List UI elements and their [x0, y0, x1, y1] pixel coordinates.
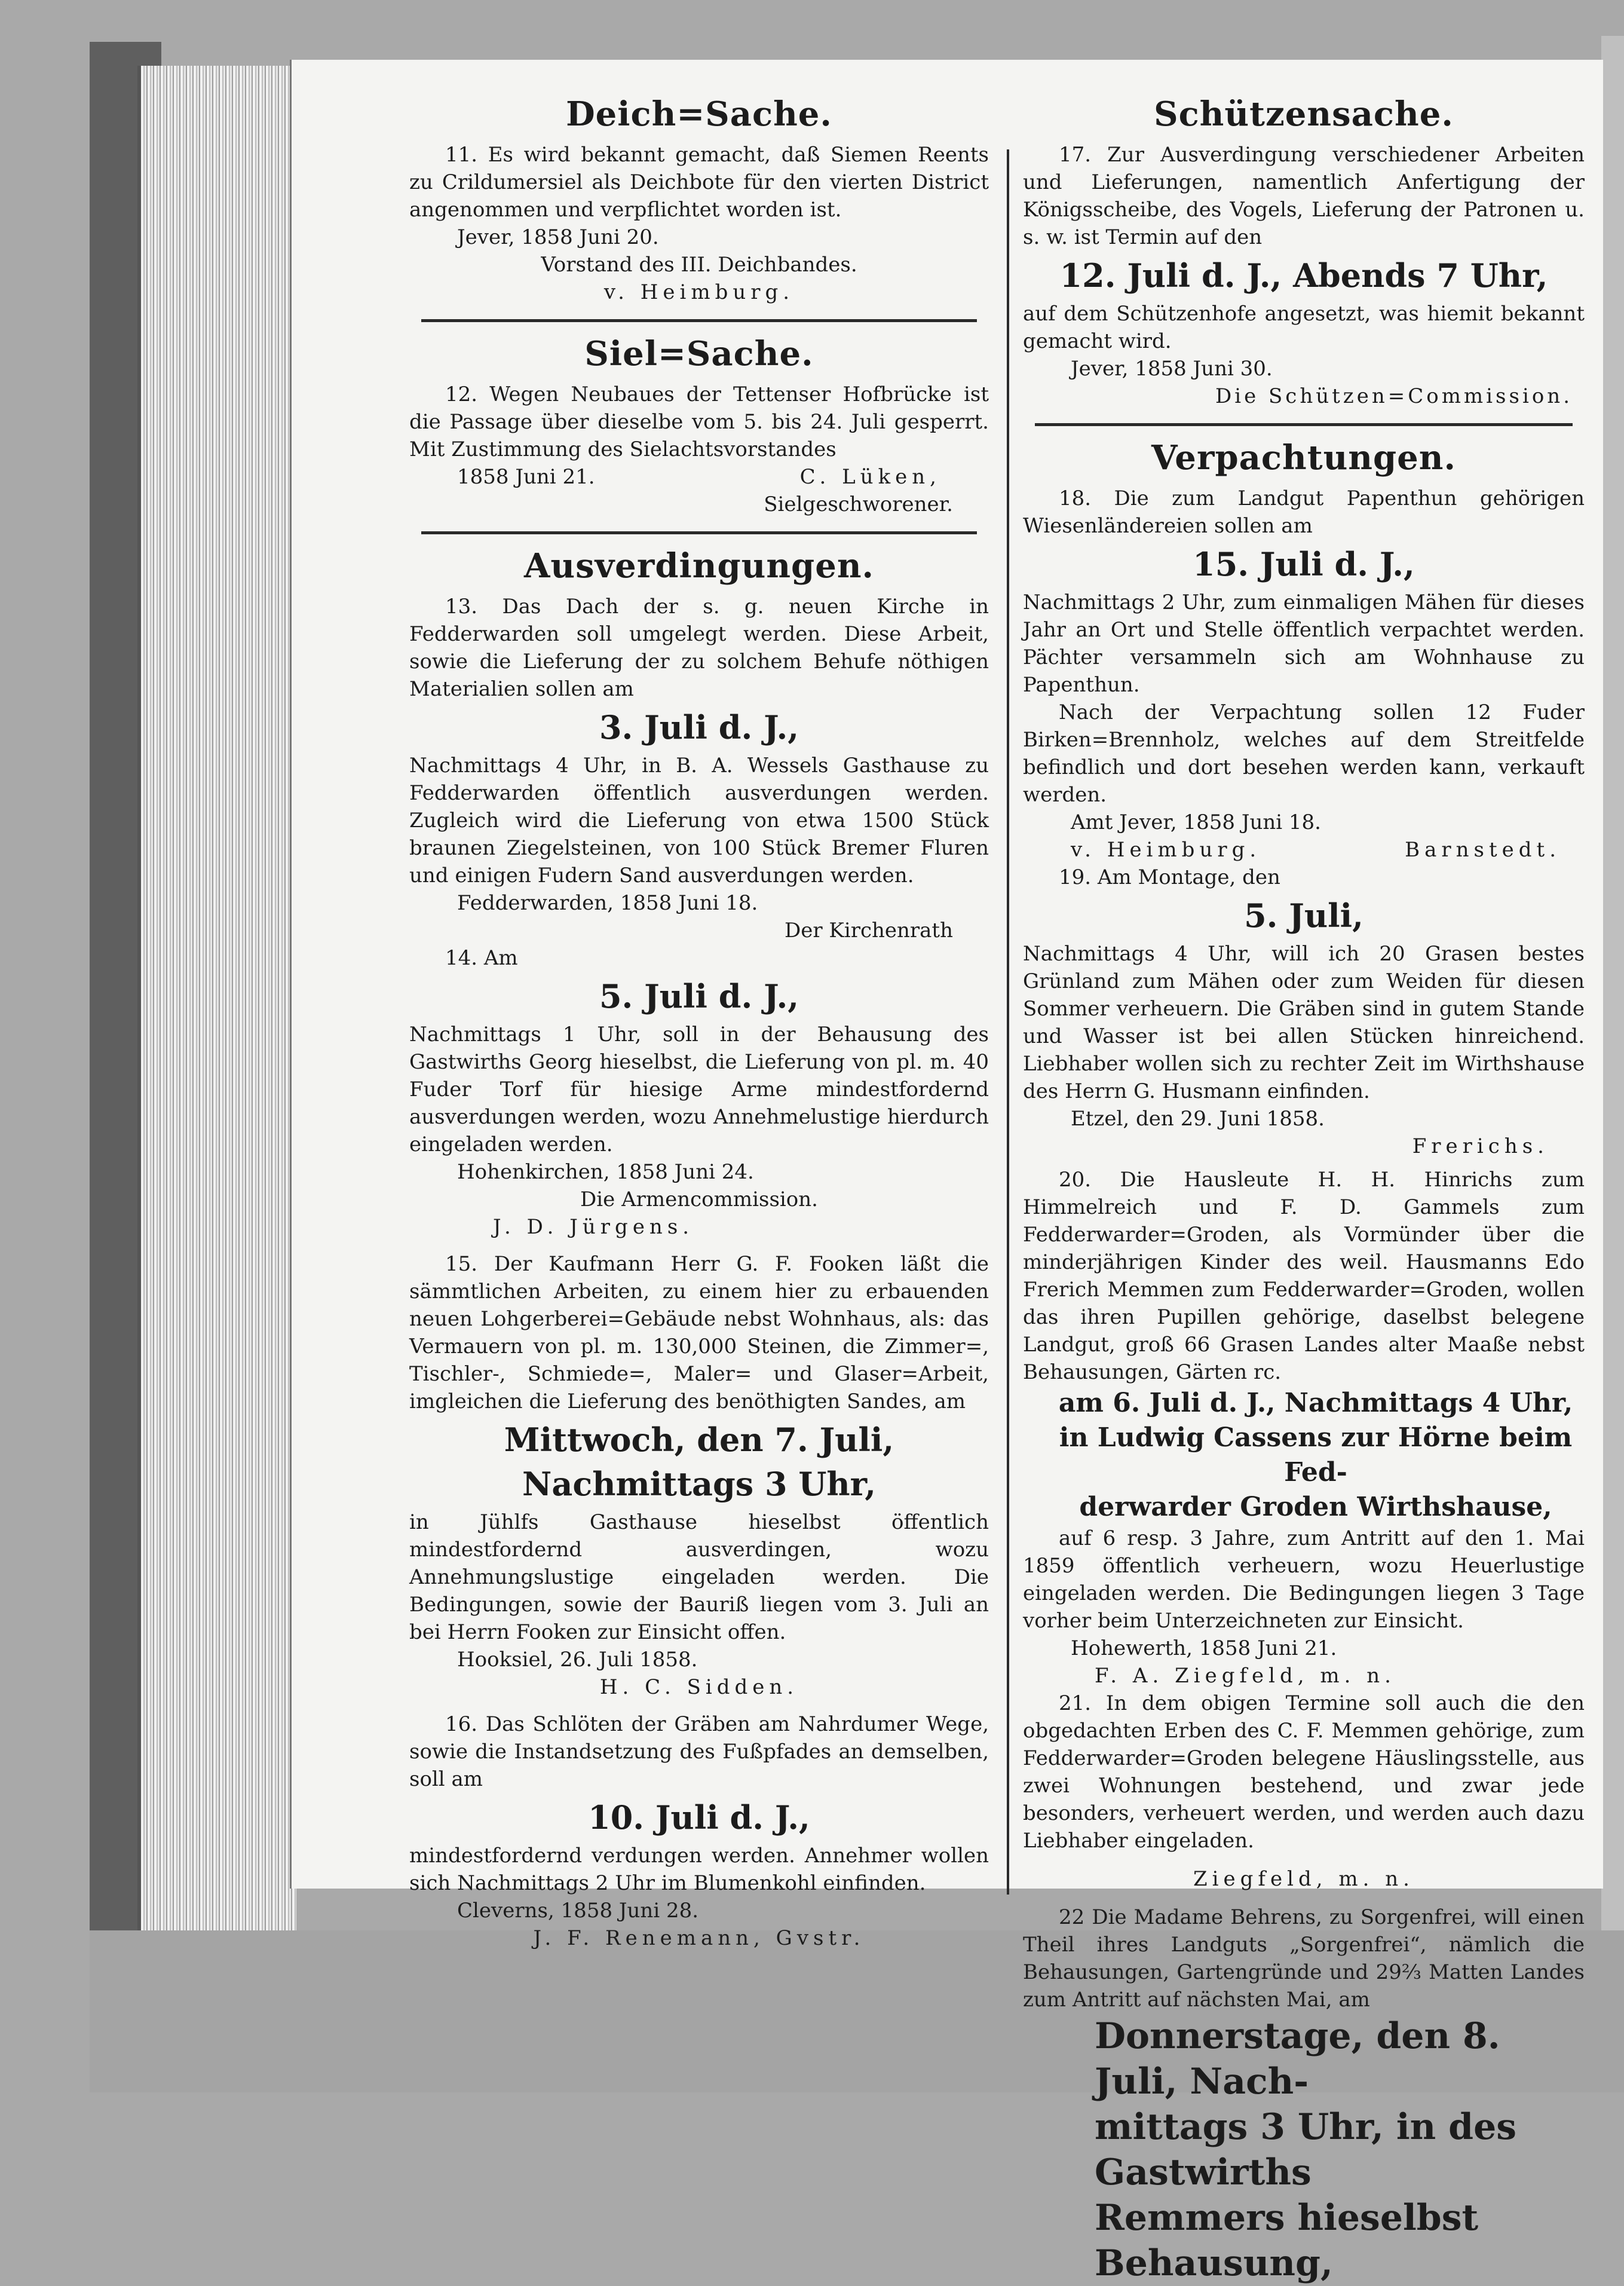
notice-13: 13. Das Dach der s. g. neuen Kirche in Fedderwarden soll umgelegt werden. Diese Arbeit, sowie die Lieferung der zu solchem Behufe nöthigen Materialien sollen am: [409, 595, 989, 701]
notice-16-body: mindestfordernd verdungen werden. Annehmer wollen sich Nachmittags 2 Uhr im Blumenkohl einfinden.: [409, 1844, 989, 1895]
section-rule: [421, 531, 977, 534]
left-column: [409, 90, 989, 1952]
notice-18: 18. Die zum Landgut Papenthun gehörigen Wiesenländereien sollen am: [1023, 486, 1585, 538]
notice-16-date: Cleverns, 1858 Juni 28.: [457, 1899, 699, 1923]
notice-12-signature: C. Lüken,: [799, 465, 941, 489]
notice-22-highlight-2: mittags 3 Uhr, in des Gastwirths: [1095, 2106, 1517, 2193]
notice-18-signatures: [1023, 836, 1585, 864]
notice-19-body: Nachmittags 4 Uhr, will ich 20 Grasen bestes Grünland zum Mähen oder zum Weiden für diesen Sommer verheuern. Die Gräben sind in gutem Stande und Wasser ist bei allen Stücken hinreichend. Liebhaber wollen sich zu rechter Zeit im Wirthshause des Herrn G. Husmann einfinden.: [1023, 942, 1585, 1103]
notice-15-date: Hooksiel, 26. Juli 1858.: [457, 1648, 698, 1672]
heading-verpachtungen: Verpachtungen.: [1151, 438, 1456, 478]
notice-22: 22 Die Madame Behrens, zu Sorgenfrei, will einen Theil ihres Landguts „Sorgenfrei“, nämlich die Behausungen, Gartengründe und 29⅔ Matten Landes zum Antritt auf nächsten Mai, am: [1023, 1905, 1585, 2012]
notice-15: 15. Der Kaufmann Herr G. F. Fooken läßt die sämmtlichen Arbeiten, zu einem hier zu erbauenden neuen Lohgerberei=Gebäude nebst Wohnhaus, als: das Vermauern von pl. m. 130,000 Steinen, die Zimmer=, Tischler-, Schmiede=, Maler= und Glaser=Arbeit, imgleichen die Lieferung des benöthigten Sandes, am: [409, 1252, 989, 1413]
notice-17-date-highlight: 12. Juli d. J., Abends 7 Uhr,: [1059, 256, 1548, 295]
notice-18-date-highlight: 15. Juli d. J.,: [1193, 545, 1415, 583]
notice-17: 17. Zur Ausverdingung verschiedener Arbeiten und Lieferungen, namentlich Anfertigung der Königsscheibe, des Vogels, Lieferung der Patronen u. s. w. ist Termin auf den: [1023, 143, 1585, 249]
notice-20-signature: F. A. Ziegfeld, m. n.: [1095, 1664, 1396, 1688]
right-column: [1023, 90, 1585, 2286]
notice-22-highlight-3: Remmers hieselbst Behausung,: [1095, 2197, 1479, 2284]
notice-14-date: Hohenkirchen, 1858 Juni 24.: [457, 1160, 754, 1184]
notice-12-title: Sielgeschworener.: [764, 492, 953, 516]
notice-18-signature-2: Barnstedt.: [1405, 838, 1561, 862]
facing-page-edge: [1601, 36, 1624, 2008]
notice-20-date-highlight: am 6. Juli d. J., Nachmittags 4 Uhr,: [1058, 1388, 1573, 1418]
page-stack-edges: [137, 66, 296, 1930]
notice-13-signature: Der Kirchenrath: [784, 919, 953, 942]
notice-14-body: Nachmittags 1 Uhr, soll in der Behausung des Gastwirths Georg hieselbst, die Lieferung von pl. m. 40 Fuder Torf für hiesige Arme mindestfordernd ausverdungen werden, wozu Annehmelustige hierdurch eingeladen werden.: [409, 1023, 989, 1156]
notice-12-date: 1858 Juni 21.: [457, 465, 595, 489]
notice-15-day-highlight: Mittwoch, den 7. Juli,: [504, 1421, 894, 1459]
notice-19: 19. Am Montage, den: [1059, 865, 1280, 889]
notice-13-date-highlight: 3. Juli d. J.,: [599, 708, 799, 746]
notice-19-date-highlight: 5. Juli,: [1244, 896, 1363, 935]
notice-12-dateline: [409, 463, 989, 491]
notice-11-signature-name: v. Heimburg.: [603, 280, 795, 304]
heading-siel-sache: Siel=Sache.: [584, 334, 814, 374]
notice-18-date: Amt Jever, 1858 Juni 18.: [1071, 810, 1321, 834]
notice-17-body: auf dem Schützenhofe angesetzt, was hiemit bekannt gemacht wird.: [1023, 302, 1585, 353]
notice-14: 14. Am: [445, 946, 518, 970]
notice-17-signature: Die Schützen=Commission.: [1215, 384, 1573, 408]
notice-16-signature: J. F. Renemann, Gvstr.: [533, 1926, 865, 1950]
heading-ausverdingungen: Ausverdingungen.: [523, 546, 875, 586]
notice-14-signature: Die Armencommission.: [580, 1188, 818, 1211]
notice-14-signature-name: J. D. Jürgens.: [493, 1215, 694, 1239]
heading-deich-sache: Deich=Sache.: [566, 94, 832, 134]
notice-20: 20. Die Hausleute H. H. Hinrichs zum Himmelreich und F. D. Gammels zum Fedderwarder=Groden, als Vormünder über die minderjährigen Kinder des weil. Hausmanns Edo Frerich Memmen zum Fedderwarder=Groden, wollen das ihren Pupillen gehörige, daselbst belegene Landgut, groß 66 Grasen Landes alter Maaße nebst Behausungen, Gärten rc.: [1023, 1168, 1585, 1384]
notice-20-place-highlight-2: derwarder Groden Wirthshause,: [1079, 1492, 1552, 1522]
notice-14-date-highlight: 5. Juli d. J.,: [599, 977, 799, 1015]
heading-schuetzensache: Schützensache.: [1154, 94, 1454, 134]
notice-16: 16. Das Schlöten der Gräben am Nahrdumer Wege, sowie die Instandsetzung des Fußpfades an demselben, soll am: [409, 1712, 989, 1791]
section-rule: [421, 319, 977, 322]
notice-22-highlight-1: Donnerstage, den 8. Juli, Nach-: [1095, 2015, 1500, 2103]
notice-18-body: Nachmittags 2 Uhr, zum einmaligen Mähen für dieses Jahr an Ort und Stelle öffentlich verpachtet werden. Pächter versammeln sich am Wohnhause zu Papenthun.: [1023, 590, 1585, 697]
notice-17-date: Jever, 1858 Juni 30.: [1071, 357, 1273, 381]
notice-13-body: Nachmittags 4 Uhr, in B. A. Wessels Gasthause zu Fedderwarden öffentlich ausverdungen werden. Zugleich wird die Lieferung von etwa 1500 Stück braunen Ziegelsteinen, von 100 Stück Bremer Fluren und einigen Fudern Sand ausverdungen werden.: [409, 754, 989, 888]
notice-11: 11. Es wird bekannt gemacht, daß Siemen Reents zu Crildumersiel als Deichbote für den vierten District angenommen und verpflichtet worden ist.: [409, 143, 989, 222]
notice-20-body: auf 6 resp. 3 Jahre, zum Antritt auf den 1. Mai 1859 öffentlich verheuern, wozu Heuerlustige eingeladen werden. Die Bedingungen liegen 3 Tage vorher beim Unterzeichneten zur Einsicht.: [1023, 1526, 1585, 1633]
column-divider: [1007, 149, 1009, 1895]
notice-15-signature: H. C. Sidden.: [599, 1675, 799, 1699]
notice-20-date: Hohewerth, 1858 Juni 21.: [1071, 1636, 1337, 1660]
notice-15-body: in Jühlfs Gasthause hieselbst öffentlich mindestfordernd ausverdingen, wozu Annehmungslustige eingeladen werden. Die Bedingungen, sowie der Bauriß liegen vom 3. Juli an bei Herrn Fooken zur Einsicht offen.: [409, 1510, 989, 1644]
notice-18-signature-1: v. Heimburg.: [1071, 838, 1261, 862]
notice-21: 21. In dem obigen Termine soll auch die den obgedachten Erben des C. F. Memmen gehörige, zum Fedderwarder=Groden belegene Häuslingsstelle, aus zwei Wohnungen bestehend, und zwar jede besonders, verheuert werden, und werden auch dazu Liebhaber eingeladen.: [1023, 1691, 1585, 1853]
notice-20-place-highlight-1: in Ludwig Cassens zur Hörne beim Fed-: [1059, 1422, 1573, 1488]
notice-16-date-highlight: 10. Juli d. J.,: [588, 1798, 810, 1837]
notice-21-signature: Ziegfeld, m. n.: [1193, 1867, 1414, 1891]
notice-11-signature: Vorstand des III. Deichbandes.: [541, 253, 857, 277]
notice-13-date: Fedderwarden, 1858 Juni 18.: [457, 891, 758, 915]
notice-11-date: Jever, 1858 Juni 20.: [457, 225, 659, 249]
notice-15-time-highlight: Nachmittags 3 Uhr,: [522, 1465, 877, 1503]
section-rule: [1035, 423, 1573, 426]
notice-19-signature: Frerichs.: [1412, 1134, 1549, 1158]
notice-18-body-2: Nach der Verpachtung sollen 12 Fuder Birken=Brennholz, welches auf dem Streitfelde befindlich und dort besehen werden kann, verkauft werden.: [1023, 700, 1585, 807]
notice-19-date: Etzel, den 29. Juni 1858.: [1071, 1107, 1325, 1131]
notice-12: 12. Wegen Neubaues der Tettenser Hofbrücke ist die Passage über dieselbe vom 5. bis 24. Juli gesperrt. Mit Zustimmung des Sielachtsvorstandes: [409, 382, 989, 461]
